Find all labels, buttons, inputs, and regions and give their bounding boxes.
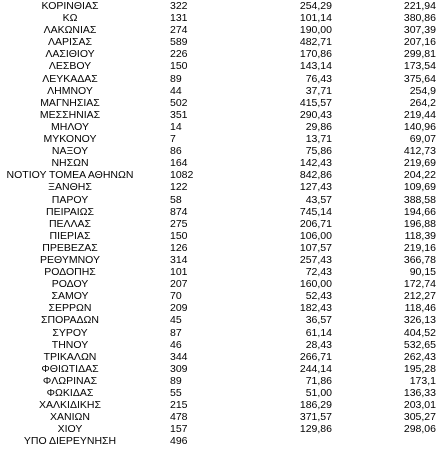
value-a: 101,14: [299, 12, 332, 25]
case-count: 122: [170, 181, 188, 194]
value-b: 136,33: [403, 387, 436, 399]
case-count: 207: [170, 278, 188, 291]
value-a: 107,57: [299, 241, 332, 254]
value-b: 412,73: [403, 145, 436, 158]
region-name: ΝΗΣΩΝ: [51, 157, 89, 170]
region-name: ΣΠΟΡΑΔΩΝ: [41, 314, 99, 327]
value-b: 298,06: [403, 423, 436, 436]
case-count: 215: [170, 399, 188, 412]
case-count: 164: [170, 157, 188, 170]
case-count: 351: [170, 108, 188, 121]
value-b: 204,22: [403, 169, 436, 182]
table-row: [0, 194, 445, 206]
value-a: 129,86: [299, 423, 332, 436]
region-name: ΜΥΚΟΝΟΥ: [43, 133, 97, 146]
region-name: ΦΘΙΩΤΙΔΑΣ: [41, 362, 99, 375]
value-a: 257,43: [299, 253, 332, 266]
value-a: 371,57: [299, 411, 332, 424]
value-a: 186,29: [299, 399, 332, 412]
value-b: 305,27: [403, 411, 436, 424]
case-count: 131: [170, 12, 188, 25]
region-name: ΧΑΝΙΩΝ: [50, 411, 90, 424]
value-a: 71,86: [305, 374, 332, 387]
region-name: ΠΙΕΡΙΑΣ: [49, 229, 91, 242]
case-count: 157: [170, 423, 188, 436]
table-row: [0, 254, 445, 266]
value-b: 532,65: [403, 338, 436, 351]
case-count: 150: [170, 229, 188, 242]
value-a: 170,86: [299, 48, 332, 61]
value-a: 482,71: [299, 36, 332, 49]
value-b: 196,88: [403, 217, 436, 230]
case-count: 309: [170, 362, 188, 375]
table-row: [0, 24, 445, 36]
table-row: [0, 73, 445, 85]
value-b: 212,27: [403, 290, 436, 303]
value-a: 206,71: [299, 217, 332, 230]
case-count: 478: [170, 411, 188, 424]
table-row: [0, 435, 445, 447]
value-b: 109,69: [403, 181, 436, 194]
table-row: [0, 12, 445, 24]
value-a: 29,86: [305, 120, 332, 133]
table-row: [0, 48, 445, 60]
table-row: [0, 36, 445, 48]
table-row: [0, 278, 445, 290]
value-b: 207,16: [403, 36, 436, 49]
value-b: 172,74: [403, 278, 436, 291]
value-a: 52,43: [305, 290, 332, 303]
value-b: 194,66: [403, 205, 436, 218]
region-name: ΠΕΛΛΑΣ: [48, 217, 92, 230]
table-row: [0, 314, 445, 326]
case-count: 322: [170, 0, 188, 12]
value-a: 143,14: [299, 60, 332, 73]
region-name: ΣΥΡΟΥ: [52, 326, 88, 339]
value-a: 72,43: [305, 266, 332, 279]
value-b: [396, 435, 436, 447]
case-count: 1082: [170, 169, 194, 182]
value-b: 203,01: [403, 399, 436, 412]
region-name: ΤΗΝΟΥ: [51, 338, 89, 351]
case-count: 87: [170, 326, 182, 339]
value-a: 13,71: [305, 133, 332, 146]
table-row: [0, 85, 445, 97]
table-row: [0, 0, 445, 12]
region-name: ΛΕΥΚΑΔΑΣ: [42, 72, 98, 85]
table-row: [0, 399, 445, 411]
value-a: 415,57: [299, 96, 332, 109]
case-count: 874: [170, 205, 188, 218]
region-name: ΜΗΛΟΥ: [51, 120, 89, 133]
case-count: 7: [170, 133, 176, 146]
case-count: 58: [170, 193, 182, 206]
case-count: 126: [170, 241, 188, 254]
region-name: ΜΑΓΝΗΣΙΑΣ: [40, 96, 100, 109]
case-count: 496: [170, 435, 188, 448]
value-a: 61,14: [305, 326, 332, 339]
case-count: 344: [170, 350, 188, 363]
value-a: 160,00: [299, 278, 332, 291]
region-name: ΠΑΡΟΥ: [51, 193, 89, 206]
case-count: 502: [170, 96, 188, 109]
value-a: 36,57: [305, 314, 332, 327]
region-name: ΣΕΡΡΩΝ: [48, 302, 92, 315]
value-a: 842,86: [299, 169, 332, 182]
region-name: ΠΕΙΡΑΙΩΣ: [46, 205, 94, 218]
case-count: 86: [170, 145, 182, 158]
case-count: 274: [170, 24, 188, 37]
value-a: 75,86: [305, 145, 332, 158]
case-count: 45: [170, 314, 182, 327]
value-b: 388,58: [403, 193, 436, 206]
region-name: ΞΑΝΘΗΣ: [48, 181, 92, 194]
region-name: ΝΟΤΙΟΥ ΤΟΜΕΑ ΑΘΗΝΩΝ: [6, 169, 134, 182]
region-name: ΦΛΩΡΙΝΑΣ: [42, 374, 98, 387]
value-b: 118,39: [404, 229, 436, 242]
value-b: 404,52: [403, 326, 436, 339]
table-row: [0, 157, 445, 169]
table-row: [0, 327, 445, 339]
case-count: 150: [170, 60, 188, 73]
case-count: 589: [170, 36, 188, 49]
value-a: 254,29: [299, 0, 332, 12]
value-b: 69,07: [409, 133, 436, 146]
region-name: ΣΑΜΟΥ: [51, 290, 89, 303]
value-a: 745,14: [299, 205, 332, 218]
value-a: 28,43: [305, 338, 332, 351]
table-row: [0, 133, 445, 145]
case-count: 226: [170, 48, 188, 61]
table-row: [0, 181, 445, 193]
case-count: 101: [170, 266, 188, 279]
case-count: 44: [170, 84, 182, 97]
value-b: 173,1: [409, 374, 436, 387]
table-row: [0, 121, 445, 133]
case-count: 55: [170, 387, 182, 399]
value-b: 299,81: [403, 48, 436, 61]
value-b: 380,86: [403, 12, 436, 25]
value-b: 375,64: [403, 72, 436, 85]
value-a: 244,14: [299, 362, 332, 375]
value-a: 51,00: [305, 387, 332, 399]
value-b: 219,16: [403, 241, 436, 254]
case-count: 209: [170, 302, 188, 315]
case-count: 14: [170, 120, 182, 133]
value-b: 140,96: [403, 120, 436, 133]
region-name: ΤΡΙΚΑΛΩΝ: [43, 350, 97, 363]
value-a: [292, 435, 332, 447]
value-b: 173,54: [403, 60, 436, 73]
value-a: 190,00: [299, 24, 332, 37]
region-name: ΜΕΣΣΗΝΙΑΣ: [39, 108, 101, 121]
region-name: ΧΑΛΚΙΔΙΚΗΣ: [39, 399, 101, 412]
table-row: [0, 218, 445, 230]
value-a: 290,43: [299, 108, 332, 121]
case-count: 70: [170, 290, 182, 303]
region-name: ΛΑΡΙΣΑΣ: [48, 36, 92, 49]
table-row: [0, 375, 445, 387]
value-b: 90,15: [409, 266, 436, 279]
table-row: [0, 302, 445, 314]
region-name: ΛΕΣΒΟΥ: [48, 60, 92, 73]
case-count: 89: [170, 374, 182, 387]
value-b: 219,44: [403, 108, 436, 121]
case-count: 46: [170, 338, 182, 351]
value-a: 106,00: [299, 229, 332, 242]
region-name: ΛΑΚΩΝΙΑΣ: [43, 24, 97, 37]
table-row: [0, 60, 445, 72]
region-name: ΡΟΔΟΠΗΣ: [44, 266, 96, 279]
value-a: 43,57: [305, 193, 332, 206]
table-row: [0, 266, 445, 278]
region-name: ΥΠΟ ΔΙΕΡΕΥΝΗΣΗ: [23, 435, 117, 448]
table-row: [0, 339, 445, 351]
region-name: ΦΩΚΙΔΑΣ: [46, 387, 94, 399]
table-row: [0, 109, 445, 121]
region-name: ΛΑΣΙΘΙΟΥ: [45, 48, 95, 61]
value-b: 219,69: [403, 157, 436, 170]
region-name: ΡΟΔΟΥ: [51, 278, 89, 291]
value-a: 182,43: [299, 302, 332, 315]
table-row: [0, 290, 445, 302]
value-b: 307,39: [403, 24, 436, 37]
value-b: 118,46: [404, 302, 436, 315]
case-count: 89: [170, 72, 182, 85]
table-row: [0, 145, 445, 157]
table-row: [0, 97, 445, 109]
table-row: [0, 423, 445, 435]
region-name: ΛΗΜΝΟΥ: [47, 84, 93, 97]
region-name: ΝΑΞΟΥ: [51, 145, 89, 158]
value-a: 76,43: [305, 72, 332, 85]
table-row: [0, 242, 445, 254]
region-name: ΧΙΟΥ: [57, 423, 83, 436]
table-row: [0, 387, 445, 399]
case-count: 275: [170, 217, 188, 230]
value-a: 142,43: [299, 157, 332, 170]
region-name: ΚΟΡΙΝΘΙΑΣ: [41, 0, 99, 12]
value-b: 326,13: [403, 314, 436, 327]
region-name: ΠΡΕΒΕΖΑΣ: [42, 241, 98, 254]
value-b: 262,43: [403, 350, 436, 363]
table-row: [0, 351, 445, 363]
value-a: 127,43: [299, 181, 332, 194]
value-a: 266,71: [299, 350, 332, 363]
value-a: 37,71: [305, 84, 332, 97]
value-b: 366,78: [403, 253, 436, 266]
value-b: 254,9: [409, 84, 436, 97]
value-b: 264,2: [409, 96, 436, 109]
table-row: [0, 411, 445, 423]
value-b: 221,94: [403, 0, 436, 12]
table-row: [0, 363, 445, 375]
table-row: [0, 230, 445, 242]
value-b: 195,28: [403, 362, 436, 375]
table-row: [0, 206, 445, 218]
table-row: [0, 169, 445, 181]
region-name: ΡΕΘΥΜΝΟΥ: [39, 253, 100, 266]
case-count: 314: [170, 253, 188, 266]
region-name: ΚΩ: [62, 12, 78, 25]
